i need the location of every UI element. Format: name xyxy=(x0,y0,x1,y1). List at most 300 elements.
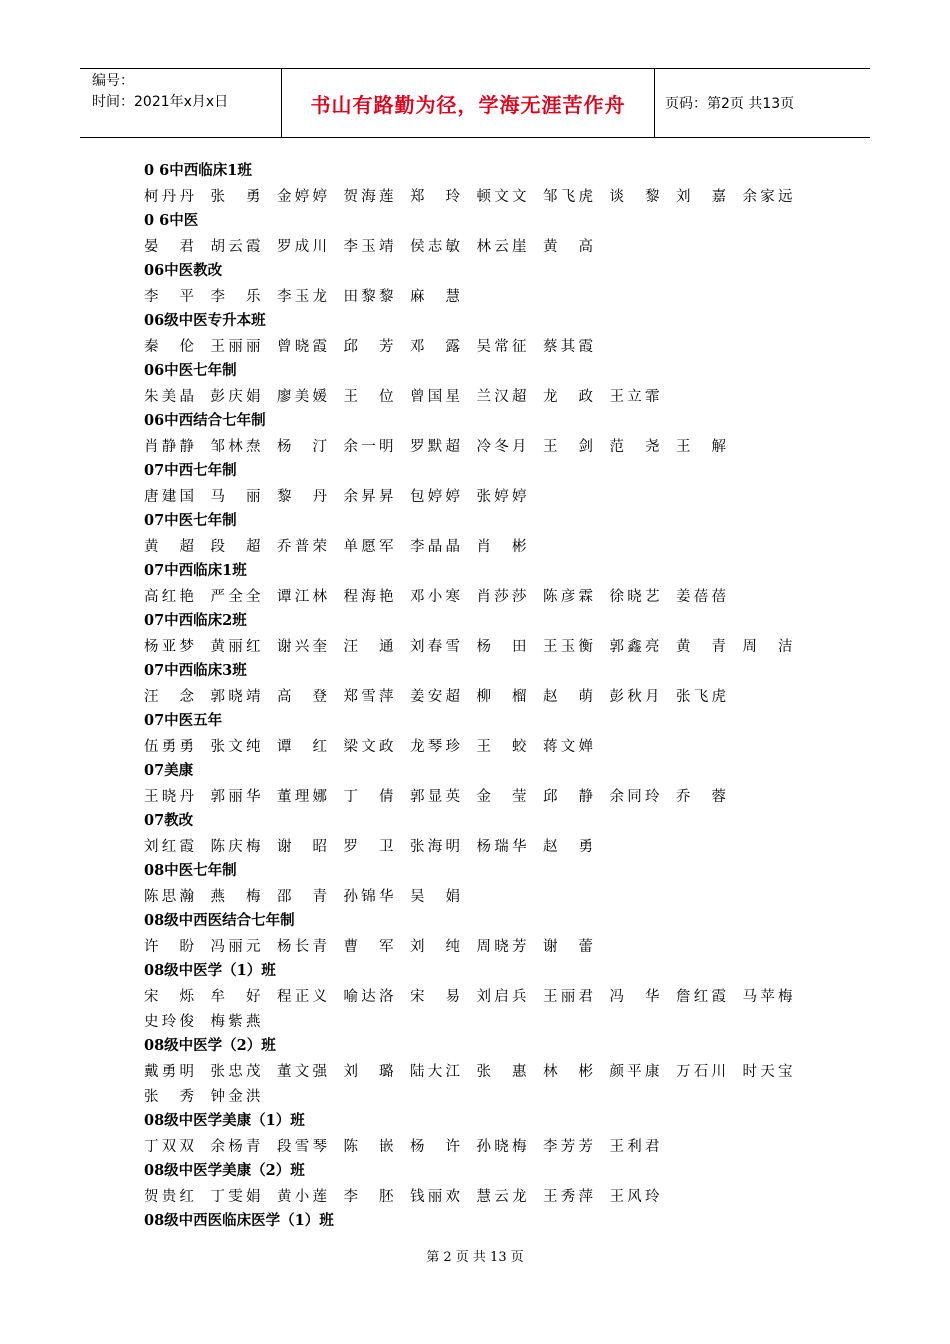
student-name-cell xyxy=(277,735,344,760)
student-name: 邓小寒 xyxy=(410,589,460,605)
student-name: 郭晓靖 xyxy=(210,689,261,705)
student-name: 肖莎莎 xyxy=(476,589,527,605)
student-name: 蔡其霞 xyxy=(543,339,593,355)
student-name-cell xyxy=(543,985,610,1010)
student-name: 陈庆梅 xyxy=(210,839,261,855)
student-name: 麻慧 xyxy=(410,289,460,305)
student-name: 丁倩 xyxy=(343,789,394,805)
student-name-cell xyxy=(277,1135,344,1160)
student-name: 黎丹 xyxy=(277,489,327,505)
student-name-cell xyxy=(477,1060,544,1085)
student-name-cell xyxy=(344,935,411,960)
student-name-cell xyxy=(144,1085,211,1110)
student-name-cell xyxy=(610,1185,677,1210)
student-name: 邵青 xyxy=(277,889,327,905)
student-name: 喻达洛 xyxy=(343,989,394,1005)
student-name: 李玉靖 xyxy=(343,239,394,255)
student-name-cell xyxy=(344,985,411,1010)
class-title: 07中医五年 xyxy=(144,712,223,729)
student-name-cell xyxy=(277,235,344,260)
student-name: 宋烁 xyxy=(144,989,194,1005)
student-name-cell xyxy=(211,885,278,910)
student-name: 王立霏 xyxy=(609,389,660,405)
student-name: 严全全 xyxy=(210,589,261,605)
student-name-cell xyxy=(144,685,211,710)
class-title: 0 6中西临床1班 xyxy=(144,162,252,179)
student-name-cell xyxy=(676,585,743,610)
student-name-cell xyxy=(344,435,411,460)
student-name: 柯丹丹 xyxy=(144,189,194,205)
student-name: 张惠 xyxy=(476,1064,527,1080)
page-footer: 第 2 页 共 13 页 xyxy=(426,1250,524,1265)
name-row xyxy=(144,383,814,408)
header-motto: 书山有路勤为径，学海无涯苦作舟 xyxy=(282,69,655,137)
student-name: 王丽君 xyxy=(543,989,593,1005)
student-name-cell xyxy=(211,285,278,310)
student-name-cell xyxy=(610,635,677,660)
student-name-cell xyxy=(610,685,677,710)
student-name-cell xyxy=(743,635,810,660)
student-name-cell xyxy=(277,835,344,860)
student-name-cell xyxy=(410,535,477,560)
student-name-cell xyxy=(144,435,211,460)
student-name-cell xyxy=(410,885,477,910)
student-name: 李乐 xyxy=(210,289,261,305)
student-name: 许盼 xyxy=(144,939,194,955)
class-title: 07中西七年制 xyxy=(144,462,237,479)
name-row xyxy=(144,1183,814,1208)
student-name-cell xyxy=(410,185,477,210)
student-name: 张秀 xyxy=(144,1089,194,1105)
student-name: 郑玲 xyxy=(410,189,460,205)
student-name: 郭鑫亮 xyxy=(609,639,660,655)
student-name-cell xyxy=(144,485,211,510)
student-name: 王晓丹 xyxy=(144,789,194,805)
student-name: 刘红霞 xyxy=(144,839,194,855)
student-name: 朱美晶 xyxy=(144,389,194,405)
student-name: 张海明 xyxy=(410,839,460,855)
student-name: 陈思瀚 xyxy=(144,889,194,905)
student-name-cell xyxy=(344,385,411,410)
student-name-cell xyxy=(676,635,743,660)
student-name-cell xyxy=(477,335,544,360)
student-name-cell xyxy=(344,685,411,710)
student-name-cell xyxy=(211,1060,278,1085)
class-title: 06中医教改 xyxy=(144,262,223,279)
student-name-cell xyxy=(477,385,544,410)
student-name-cell xyxy=(144,235,211,260)
class-title: 08级中医学（1）班 xyxy=(144,962,276,979)
student-name-cell xyxy=(211,785,278,810)
student-name: 高红艳 xyxy=(144,589,194,605)
student-name: 冯丽元 xyxy=(210,939,261,955)
student-name: 刘纯 xyxy=(410,939,460,955)
class-title: 06中医七年制 xyxy=(144,362,237,379)
class-title: 08级中西医结合七年制 xyxy=(144,912,295,929)
student-name-cell xyxy=(410,935,477,960)
student-name-cell xyxy=(477,185,544,210)
student-name-cell xyxy=(144,935,211,960)
student-name-cell xyxy=(410,385,477,410)
student-name-cell xyxy=(610,1135,677,1160)
student-name-cell xyxy=(477,935,544,960)
student-name: 赵萌 xyxy=(543,689,593,705)
student-name: 李晶晶 xyxy=(410,539,460,555)
student-name: 余杨青 xyxy=(210,1139,261,1155)
student-name-cell xyxy=(211,1085,278,1110)
student-name-cell xyxy=(277,535,344,560)
student-name: 邹飞虎 xyxy=(543,189,593,205)
student-name-cell xyxy=(743,1060,810,1085)
student-name-cell xyxy=(477,235,544,260)
student-name: 包婷婷 xyxy=(410,489,460,505)
student-name: 金莹 xyxy=(476,789,527,805)
student-name-cell xyxy=(477,585,544,610)
student-name: 董文强 xyxy=(277,1064,327,1080)
student-name: 王风玲 xyxy=(609,1189,660,1205)
student-name: 董理娜 xyxy=(277,789,327,805)
student-name-cell xyxy=(410,585,477,610)
student-name: 高登 xyxy=(277,689,327,705)
student-name: 张勇 xyxy=(210,189,261,205)
student-name: 牟好 xyxy=(210,989,261,1005)
student-name: 王位 xyxy=(343,389,394,405)
student-name-cell xyxy=(543,185,610,210)
student-name-cell xyxy=(277,585,344,610)
student-name: 乔普荣 xyxy=(277,539,327,555)
student-name: 黄小莲 xyxy=(277,1189,327,1205)
student-name-cell xyxy=(410,1060,477,1085)
student-name-cell xyxy=(410,785,477,810)
student-name-cell xyxy=(477,1135,544,1160)
student-name: 谢兴奎 xyxy=(277,639,327,655)
student-name: 邱芳 xyxy=(343,339,394,355)
student-name: 彭秋月 xyxy=(609,689,660,705)
student-name: 单愿军 xyxy=(343,539,394,555)
student-name: 谈黎 xyxy=(609,189,660,205)
student-name: 杨瑞华 xyxy=(476,839,527,855)
student-name-cell xyxy=(211,1135,278,1160)
student-name: 张忠茂 xyxy=(210,1064,261,1080)
student-name-cell xyxy=(144,335,211,360)
student-name: 贺海莲 xyxy=(343,189,394,205)
student-name-cell xyxy=(144,1010,211,1035)
name-row xyxy=(144,783,814,808)
student-name-cell xyxy=(277,1185,344,1210)
student-name-cell xyxy=(477,435,544,460)
student-name: 余家远 xyxy=(742,189,793,205)
name-row xyxy=(144,633,814,658)
student-name: 孙晓梅 xyxy=(476,1139,527,1155)
student-name-cell xyxy=(144,885,211,910)
student-name-cell xyxy=(610,435,677,460)
student-name-cell xyxy=(543,635,610,660)
student-name-cell xyxy=(610,585,677,610)
student-name: 程正义 xyxy=(277,989,327,1005)
student-name: 周洁 xyxy=(742,639,793,655)
student-name-cell xyxy=(344,185,411,210)
student-name: 马苹梅 xyxy=(742,989,793,1005)
student-name-cell xyxy=(344,735,411,760)
student-name: 汪念 xyxy=(144,689,194,705)
page-header xyxy=(80,68,870,138)
student-name: 汪通 xyxy=(343,639,394,655)
student-name-cell xyxy=(543,685,610,710)
student-name-cell xyxy=(144,1060,211,1085)
student-name: 唐建国 xyxy=(144,489,194,505)
student-name-cell xyxy=(743,985,810,1010)
student-name-cell xyxy=(211,485,278,510)
student-name-cell xyxy=(676,1060,743,1085)
student-name-cell xyxy=(144,1185,211,1210)
name-row xyxy=(144,733,814,758)
student-name-cell xyxy=(410,635,477,660)
student-name-cell xyxy=(543,1185,610,1210)
student-name: 胡云霞 xyxy=(210,239,261,255)
student-name-cell xyxy=(410,985,477,1010)
student-name-cell xyxy=(211,985,278,1010)
class-roster xyxy=(144,158,814,1233)
student-name-cell xyxy=(477,535,544,560)
student-name: 乔蓉 xyxy=(676,789,726,805)
student-name-cell xyxy=(676,185,743,210)
student-name: 顿文文 xyxy=(476,189,527,205)
student-name: 丁双双 xyxy=(144,1139,194,1155)
student-name-cell xyxy=(543,1135,610,1160)
class-title: 07中西临床1班 xyxy=(144,562,247,579)
student-name: 罗默超 xyxy=(410,439,460,455)
student-name: 刘春雪 xyxy=(410,639,460,655)
student-name: 曹军 xyxy=(343,939,394,955)
student-name: 伍勇勇 xyxy=(144,739,194,755)
student-name: 曾晓霞 xyxy=(277,339,327,355)
student-name: 余一明 xyxy=(343,439,394,455)
student-name: 梅紫燕 xyxy=(210,1014,261,1030)
student-name-cell xyxy=(477,985,544,1010)
student-name-cell xyxy=(277,885,344,910)
student-name-cell xyxy=(211,235,278,260)
student-name: 钱丽欢 xyxy=(410,1189,460,1205)
student-name-cell xyxy=(410,435,477,460)
student-name: 晏君 xyxy=(144,239,194,255)
name-row xyxy=(144,233,814,258)
student-name: 邓露 xyxy=(410,339,460,355)
student-name: 吴娟 xyxy=(410,889,460,905)
student-name: 杨许 xyxy=(410,1139,460,1155)
student-name: 宋易 xyxy=(410,989,460,1005)
student-name: 姜安超 xyxy=(410,689,460,705)
student-name: 罗卫 xyxy=(343,839,394,855)
student-name: 杨田 xyxy=(476,639,527,655)
student-name: 段超 xyxy=(210,539,261,555)
student-name: 刘嘉 xyxy=(676,189,726,205)
student-name: 程海艳 xyxy=(343,589,394,605)
student-name: 张文纯 xyxy=(210,739,261,755)
student-name-cell xyxy=(543,385,610,410)
student-name: 徐晓艺 xyxy=(609,589,660,605)
student-name: 廖美媛 xyxy=(277,389,327,405)
student-name-cell xyxy=(477,485,544,510)
student-name-cell xyxy=(144,635,211,660)
student-name: 孙锦华 xyxy=(343,889,394,905)
name-row xyxy=(144,883,814,908)
student-name: 谭江林 xyxy=(277,589,327,605)
student-name-cell xyxy=(344,1185,411,1210)
student-name: 王剑 xyxy=(543,439,593,455)
student-name-cell xyxy=(211,385,278,410)
student-name-cell xyxy=(477,635,544,660)
student-name: 吴常征 xyxy=(476,339,527,355)
student-name: 龙琴珍 xyxy=(410,739,460,755)
student-name-cell xyxy=(610,185,677,210)
student-name-cell xyxy=(344,585,411,610)
student-name: 谢蕾 xyxy=(543,939,593,955)
student-name-cell xyxy=(277,385,344,410)
student-name: 肖静静 xyxy=(144,439,194,455)
student-name: 李胚 xyxy=(343,1189,394,1205)
class-title: 08级中医学美康（2）班 xyxy=(144,1162,305,1179)
student-name-cell xyxy=(144,785,211,810)
student-name: 邹林焘 xyxy=(210,439,261,455)
student-name-cell xyxy=(543,435,610,460)
student-name-cell xyxy=(410,285,477,310)
student-name: 曾国星 xyxy=(410,389,460,405)
class-title: 07中医七年制 xyxy=(144,512,237,529)
student-name: 贺贵红 xyxy=(144,1189,194,1205)
student-name-cell xyxy=(144,585,211,610)
student-name: 龙政 xyxy=(543,389,593,405)
student-name: 段雪琴 xyxy=(277,1139,327,1155)
student-name-cell xyxy=(211,335,278,360)
student-name-cell xyxy=(144,535,211,560)
student-name: 郭丽华 xyxy=(210,789,261,805)
name-row xyxy=(144,583,814,608)
student-name: 李芳芳 xyxy=(543,1139,593,1155)
student-name: 慧云龙 xyxy=(476,1189,527,1205)
name-row xyxy=(144,1083,814,1108)
student-name-cell xyxy=(144,385,211,410)
student-name-cell xyxy=(344,785,411,810)
student-name: 杨汀 xyxy=(277,439,327,455)
student-name-cell xyxy=(410,235,477,260)
student-name: 刘璐 xyxy=(343,1064,394,1080)
student-name-cell xyxy=(277,185,344,210)
class-title: 06级中医专升本班 xyxy=(144,312,266,329)
name-row xyxy=(144,933,814,958)
student-name: 林彬 xyxy=(543,1064,593,1080)
student-name-cell xyxy=(610,385,677,410)
student-name: 钟金洪 xyxy=(210,1089,261,1105)
student-name: 王玉衡 xyxy=(543,639,593,655)
student-name-cell xyxy=(211,185,278,210)
student-name: 谢昭 xyxy=(277,839,327,855)
student-name: 燕梅 xyxy=(210,889,261,905)
student-name: 王秀萍 xyxy=(543,1189,593,1205)
code-label: 编号： xyxy=(92,73,134,89)
student-name-cell xyxy=(610,985,677,1010)
student-name-cell xyxy=(277,935,344,960)
student-name-cell xyxy=(277,635,344,660)
student-name-cell xyxy=(277,985,344,1010)
student-name: 金婷婷 xyxy=(277,189,327,205)
student-name: 赵勇 xyxy=(543,839,593,855)
student-name-cell xyxy=(543,935,610,960)
student-name: 冯华 xyxy=(609,989,660,1005)
student-name-cell xyxy=(211,1185,278,1210)
class-title: 08级中医学（2）班 xyxy=(144,1037,276,1054)
student-name-cell xyxy=(610,1060,677,1085)
student-name-cell xyxy=(144,985,211,1010)
student-name: 颜平康 xyxy=(609,1064,660,1080)
student-name-cell xyxy=(676,785,743,810)
student-name: 黄超 xyxy=(144,539,194,555)
student-name-cell xyxy=(211,435,278,460)
student-name: 谭红 xyxy=(277,739,327,755)
student-name-cell xyxy=(277,435,344,460)
student-name: 侯志敏 xyxy=(410,239,460,255)
student-name-cell xyxy=(477,785,544,810)
time-label: 时间：2021年x月x日 xyxy=(92,94,229,110)
student-name: 冷冬月 xyxy=(476,439,527,455)
student-name-cell xyxy=(344,885,411,910)
student-name-cell xyxy=(543,235,610,260)
name-row xyxy=(144,833,814,858)
student-name: 陈嵌 xyxy=(343,1139,394,1155)
class-title: 0 6中医 xyxy=(144,212,199,229)
student-name: 黄高 xyxy=(543,239,593,255)
student-name: 杨亚梦 xyxy=(144,639,194,655)
class-title: 06中西结合七年制 xyxy=(144,412,266,429)
name-row xyxy=(144,433,814,458)
student-name: 王利君 xyxy=(609,1139,660,1155)
student-name-cell xyxy=(610,785,677,810)
student-name-cell xyxy=(344,235,411,260)
student-name: 林云崖 xyxy=(476,239,527,255)
student-name: 万石川 xyxy=(676,1064,726,1080)
student-name-cell xyxy=(211,935,278,960)
class-title: 08级中医学美康（1）班 xyxy=(144,1112,305,1129)
student-name-cell xyxy=(211,735,278,760)
student-name-cell xyxy=(676,685,743,710)
student-name: 秦伦 xyxy=(144,339,194,355)
student-name-cell xyxy=(144,835,211,860)
header-page-number: 页码：第2页 共13页 xyxy=(665,96,795,112)
name-row xyxy=(144,1133,814,1158)
student-name-cell xyxy=(211,835,278,860)
student-name-cell xyxy=(676,985,743,1010)
student-name-cell xyxy=(211,685,278,710)
class-title: 07美康 xyxy=(144,762,194,779)
class-title: 07中西临床3班 xyxy=(144,662,247,679)
student-name-cell xyxy=(277,485,344,510)
student-name: 王蛟 xyxy=(476,739,527,755)
student-name-cell xyxy=(277,1060,344,1085)
student-name-cell xyxy=(477,735,544,760)
student-name: 陈彦霖 xyxy=(543,589,593,605)
student-name-cell xyxy=(211,1010,278,1035)
student-name: 刘启兵 xyxy=(476,989,527,1005)
student-name: 詹红霞 xyxy=(676,989,726,1005)
name-row xyxy=(144,983,814,1008)
student-name-cell xyxy=(344,835,411,860)
student-name: 周晓芳 xyxy=(476,939,527,955)
name-row xyxy=(144,183,814,208)
student-name: 陆大江 xyxy=(410,1064,460,1080)
student-name: 郑雪萍 xyxy=(343,689,394,705)
student-name-cell xyxy=(277,285,344,310)
student-name: 李玉龙 xyxy=(277,289,327,305)
name-row xyxy=(144,283,814,308)
